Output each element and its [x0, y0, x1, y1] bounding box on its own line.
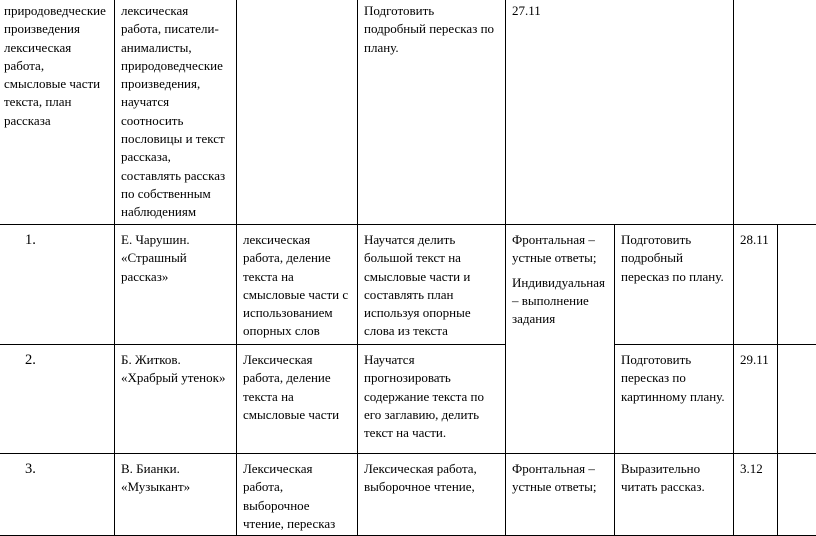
homework-cell: Выразительно читать рассказ. — [615, 454, 734, 536]
vocab-cell: Лексическая работа, выборочное чтение, пересказ — [237, 454, 358, 536]
results-cell: Научатся прогнозировать содержание текста по его заглавию, делить текст на части. — [358, 345, 506, 454]
date-cell: 28.11 — [734, 225, 778, 345]
vocab-cell: лексическая работа, писатели-анималисты, природоведческие произведения, научатся соотносить пословицы и текст рассказа, составлять рассказ по собственным наблюдениям — [115, 0, 237, 225]
date-cell: 27.11 — [506, 0, 734, 225]
table-row — [0, 225, 816, 345]
vocab-cell: Лексическая работа, деление текста на смысловые части — [237, 345, 358, 454]
row-number: 2. — [0, 345, 115, 454]
homework-cell: Подготовить пересказ по картинному плану. — [615, 345, 734, 454]
date-cell: 3.12 — [734, 454, 778, 536]
vocab-cell: лексическая работа, деление текста на смысловые части с использованием опорных слов — [237, 225, 358, 345]
empty-cell — [778, 345, 816, 454]
activity-form-cell: Фронтальная – устные ответы; — [506, 454, 615, 536]
form-frontal: Фронтальная – устные ответы; — [512, 232, 597, 265]
date-cell: 29.11 — [734, 345, 778, 454]
topic-cell: Е. Чарушин. «Страшный рассказ» — [115, 225, 237, 345]
table-row-continued — [0, 0, 816, 225]
topic-cell: природоведческие произведения лексическая работа, смысловые части текста, план рассказа — [0, 0, 115, 225]
table-row — [0, 345, 816, 454]
homework-cell: Подготовить подробный пересказ по плану. — [615, 225, 734, 345]
empty-cell — [778, 225, 816, 345]
results-cell: Лексическая работа, выборочное чтение, — [358, 454, 506, 536]
empty-cell — [778, 454, 816, 536]
row-number: 1. — [0, 225, 115, 345]
topic-cell: В. Бианки. «Музыкант» — [115, 454, 237, 536]
empty-cell — [734, 0, 816, 225]
row-number: 3. — [0, 454, 115, 536]
form-individual: Индивидуальная – выполнение задания — [512, 275, 605, 327]
activity-form-cell — [506, 225, 615, 454]
results-cell: Научатся делить большой текст на смысловые части и составлять план используя опорные слова из текста — [358, 225, 506, 345]
topic-cell: Б. Житков. «Храбрый утенок» — [115, 345, 237, 454]
homework-cell: Подготовить подробный пересказ по плану. — [358, 0, 506, 225]
table-row — [0, 454, 816, 536]
empty-cell — [237, 0, 358, 225]
